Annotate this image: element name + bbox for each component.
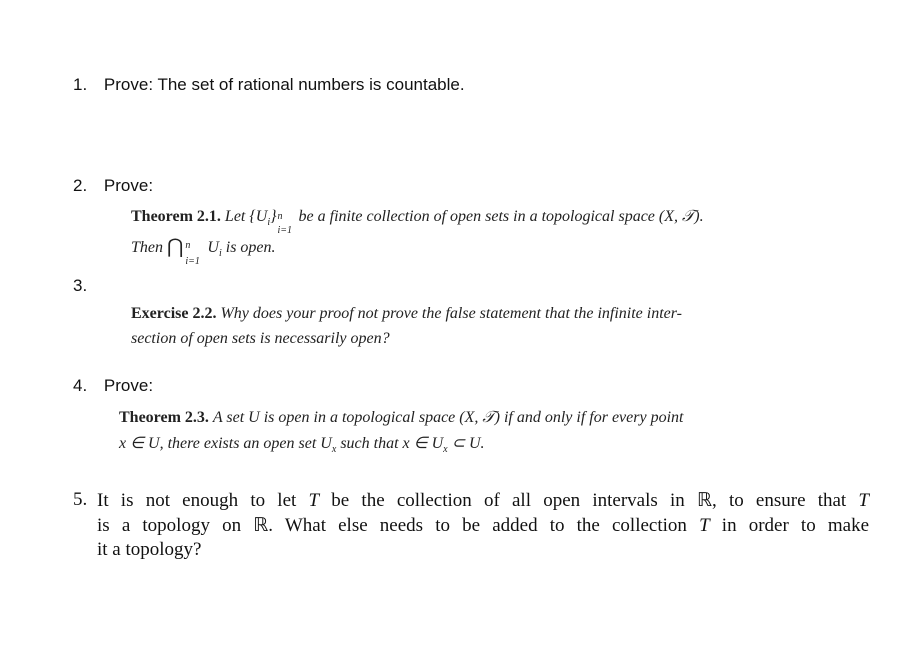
theorem-2-3-line2 — [119, 433, 485, 456]
theorem-2-3-text1: A set U is open in a topological space (X, 𝒯) if and only if for every point — [212, 409, 684, 426]
problem-4-header — [73, 376, 153, 396]
problem-5-number: 5. — [73, 489, 88, 510]
problem-5-line2 — [97, 514, 869, 537]
problem-1-number: 1. — [73, 75, 88, 94]
problem-5-line3: it a topology? — [97, 539, 202, 560]
theorem-2-1-text-b: } — [270, 208, 277, 225]
theorem-2-3-line1 — [119, 409, 683, 427]
problem-2-header — [73, 176, 153, 196]
exercise-2-2-text2: section of open sets is necessarily open? — [131, 330, 390, 347]
exercise-2-2-line1 — [131, 305, 682, 323]
exercise-2-2-line2 — [131, 330, 390, 348]
theorem-2-1-line1: Theorem 2.1. Let $\{U_i\}$ n i=1 be a finite collection of open sets in a topological space (X, 𝒯). — [131, 208, 704, 236]
problem-5-T1: T — [308, 490, 320, 511]
problem-3-number: 3. — [73, 276, 88, 295]
theorem-2-1-label: Theorem 2.1. — [131, 208, 221, 225]
theorem-2-3-text2a: x ∈ U, there exists an open set U — [119, 435, 332, 452]
theorem-2-1-Ui: U — [203, 239, 219, 256]
problem-1-text: Prove: The set of rational numbers is countable. — [103, 75, 465, 94]
problem-5-text1b: be the collection of all open intervals in ℝ, to ensure that — [319, 490, 859, 511]
theorem-2-3-sub-x: x — [331, 444, 337, 456]
problem-5-line1 — [97, 489, 869, 512]
intersection-symbol: ⋂ — [167, 236, 184, 258]
theorem-2-1-line2: Then ⋂ n i=1 $U_i$ is open. — [131, 236, 276, 267]
theorem-2-1-then: Then — [131, 239, 167, 256]
problem-1 — [73, 75, 465, 95]
problem-5-text2b: in order to make — [709, 515, 870, 536]
problem-5-text2a: is a topology on ℝ. What else needs to be added to the collection — [97, 515, 700, 536]
theorem-2-1-is-open: is open. — [221, 239, 276, 256]
theorem-2-3-sub-x2: x — [443, 444, 448, 456]
exercise-2-2-label: Exercise 2.2. — [131, 305, 217, 322]
theorem-2-3-text2b: such that x ∈ U — [336, 435, 444, 452]
theorem-2-1-sub-i: i — [267, 217, 271, 229]
theorem-2-3-label: Theorem 2.3. — [119, 409, 209, 426]
theorem-2-1-text-a: Let {U — [224, 208, 268, 225]
theorem-2-3-text2c: ⊂ U. — [447, 435, 485, 452]
problem-5-text1a: It is not enough to let — [97, 490, 309, 511]
exercise-2-2-text1: Why does your proof not prove the false statement that the infinite inter- — [220, 305, 682, 322]
problem-5-T3: T — [699, 515, 710, 536]
problem-5-T2: T — [858, 490, 869, 511]
problem-2-number: 2. — [73, 176, 88, 195]
problem-4-number: 4. — [73, 376, 88, 395]
problem-4-text: Prove: — [103, 376, 154, 395]
problem-2-text: Prove: — [103, 176, 154, 195]
theorem-2-1-sub-i2: i — [218, 248, 222, 260]
theorem-2-1-text-c: be a finite collection of open sets in a topological space (X, 𝒯). — [294, 208, 704, 225]
